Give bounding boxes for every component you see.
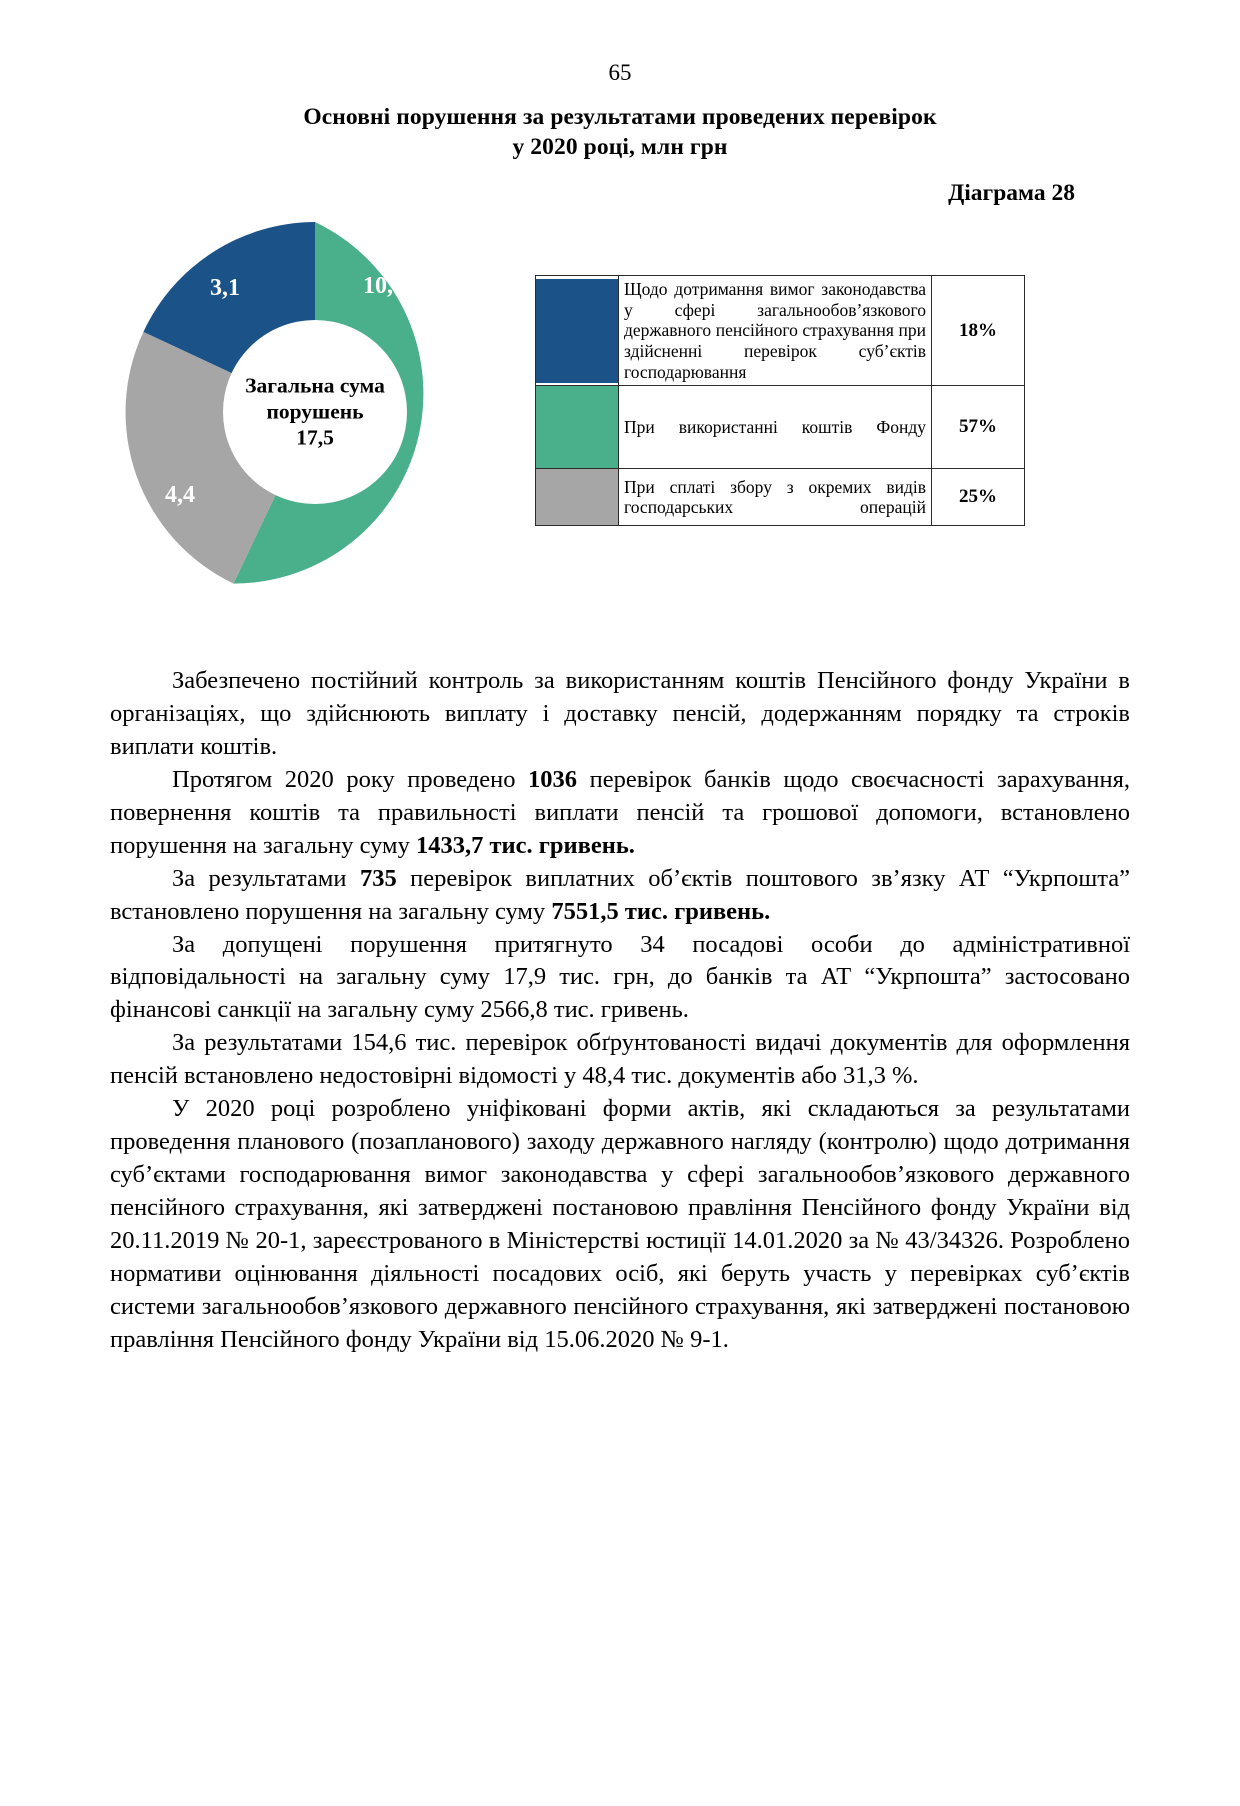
table-row <box>536 469 1025 526</box>
paragraph-2-part-a: Протягом 2020 року проведено <box>172 765 529 793</box>
paragraph-2-bold-count: 1036 <box>528 765 578 793</box>
diagram-label: Діаграма 28 <box>948 180 1075 207</box>
chart-legend-table <box>535 275 1025 526</box>
page-number: 65 <box>608 60 632 85</box>
chart-figure <box>110 217 1130 617</box>
donut-center-line-1: Загальна сума <box>245 373 385 398</box>
paragraph-6: У 2020 році розроблено уніфіковані форми актів, які складаються за результатами проведення планового (позапланового) заходу державного нагляду (контролю) щодо дотримання суб’єктами господарювання вимог законодавства у сфері загальнообов’язкового державного пенсійного страхування, які затверджені постановою правління Пенсійного фонду України від 20.11.2019 № 20-1, зареєстрованого в Міністерстві юстиції 14.01.2020 за № 43/34326. Розроблено нормативи оцінювання діяльності посадових осіб, які беруть участь у перевірках суб’єктів системи загальнообов’язкового державного пенсійного страхування, які затверджені постановою правління Пенсійного фонду України від 15.06.2020 № 9-1. <box>110 1095 1130 1353</box>
chart-title <box>110 103 1130 162</box>
table-row <box>536 386 1025 469</box>
donut-center-line-3: 17,5 <box>296 426 334 451</box>
legend-percent-1: 57% <box>932 386 1025 469</box>
body-text <box>110 665 1130 1357</box>
donut-label-green: 10,0 <box>363 273 405 300</box>
donut-label-gray: 4,4 <box>165 482 195 509</box>
legend-swatch-cell-1 <box>536 386 619 469</box>
paragraph-2-part-c: перевірок банків щодо своєчасності зарахування, повернення коштів та правильності виплати пенсій та грошової допомоги, встановлено порушення на загальну суму <box>110 765 1130 859</box>
paragraph-5: За результатами 154,6 тис. перевірок обґрунтованості видачі документів для оформлення пенсій встановлено недостовірні відомості у 48,4 тис. документів або 31,3 %. <box>110 1029 1130 1090</box>
legend-color-swatch-blue <box>536 279 618 383</box>
paragraph-4: За допущені порушення притягнуто 34 посадові особи до адміністративної відповідальності на загальну суму 17,9 тис. грн, до банків та АТ “Укрпошта” застосовано фінансові санкції на загальну суму 2566,8 тис. гривень. <box>110 930 1130 1024</box>
legend-color-swatch-gray <box>536 469 618 525</box>
legend-percent-0: 18% <box>932 276 1025 386</box>
paragraph-3 <box>110 863 1130 929</box>
donut-label-blue: 3,1 <box>210 275 240 302</box>
legend-percent-2: 25% <box>932 469 1025 526</box>
paragraph-2 <box>110 764 1130 863</box>
donut-center-label <box>220 373 410 452</box>
paragraph-3-part-c: перевірок виплатних об’єктів поштового зв’язку АТ “Укрпошта” встановлено порушення на загальну суму <box>110 864 1130 925</box>
donut-chart <box>120 217 510 607</box>
table-row <box>536 276 1025 386</box>
paragraph-2-bold-sum: 1433,7 тис. гривень. <box>415 831 635 859</box>
paragraph-3-bold-count: 735 <box>359 864 397 892</box>
paragraph-3-part-a: За результатами <box>172 864 360 892</box>
donut-center-line-2: порушень <box>266 399 364 424</box>
legend-text-2: При сплаті збору з окремих видів господарських операцій <box>619 469 932 526</box>
legend-swatch-cell-2 <box>536 469 619 526</box>
chart-title-line-1: Основні порушення за результатами проведених перевірок <box>303 104 937 131</box>
legend-text-0: Щодо дотримання вимог законодавства у сфері загальнообов’язкового державного пенсійного страхування при здійсненні перевірок суб’єктів господарювання <box>619 276 932 386</box>
legend-text-1: При використанні коштів Фонду <box>619 386 932 469</box>
legend-swatch-cell-0 <box>536 276 619 386</box>
paragraph-3-bold-sum: 7551,5 тис. гривень. <box>551 897 771 925</box>
paragraph-1: Забезпечено постійний контроль за використанням коштів Пенсійного фонду України в організаціях, що здійснюють виплату і доставку пенсій, додержанням порядку та строків виплати коштів. <box>110 667 1130 760</box>
chart-title-line-2: у 2020 році, млн грн <box>512 133 728 160</box>
legend-color-swatch-green <box>536 386 618 468</box>
